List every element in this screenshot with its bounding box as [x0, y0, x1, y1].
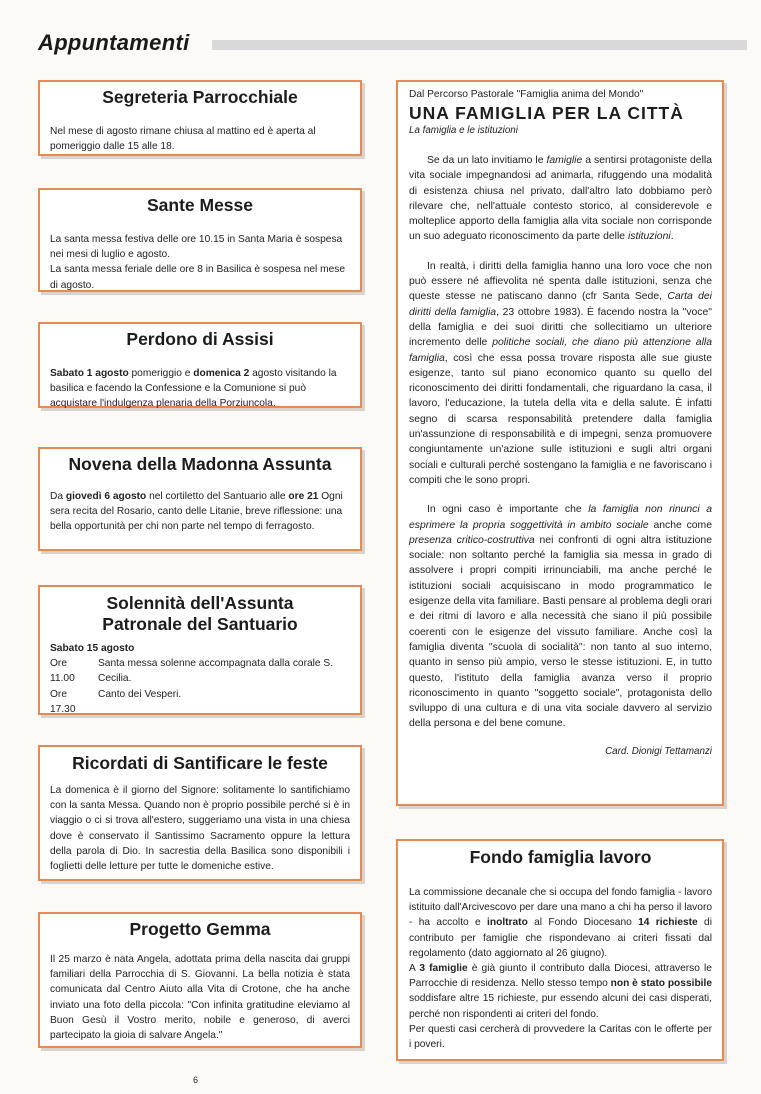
article-subtitle: La famiglia e le istituzioni [409, 125, 518, 136]
page-section-title: Appuntamenti [38, 30, 190, 55]
box-solennita-assunta [38, 585, 362, 715]
box-ricordati-santificare-feste [38, 745, 362, 881]
schedule-row: Ore 11.00 Santa messa solenne accompagnata dalla corale S. Cecilia. [50, 658, 334, 685]
box-text: Da giovedì 6 agosto nel cortiletto del Santuario alle ore 21 Ogni sera recita del Rosario, canto delle Litanie, breve riflessione: una bella opportunità per chi non parte nel tempo di ferragosto. [50, 491, 343, 533]
article-title: UNA FAMIGLIA PER LA CITTÀ [409, 103, 684, 123]
box-title: Segreteria Parrocchiale [102, 87, 298, 107]
page-number: 6 [193, 1075, 199, 1085]
box-text [50, 232, 350, 293]
box-novena-madonna-assunta [38, 447, 362, 551]
box-text: Il 25 marzo è nata Angela, adottata prima della nascita dai gruppi familiari della Parrocchia di S. Giovanni. La bella notizia è stata comunicata dal Centro Aiuto alla Vita di Crotone, che ha anche inviato una foto della piccola: "Con infinita gratitudine eleviamo al Buon Gesù il Vostro merito, nobile e generoso, di averci partecipato la gioia di salvare Angela." [50, 954, 350, 1042]
paragraph: La santa messa festiva delle ore 10.15 in Santa Maria è sospesa nei mesi di luglio e agosto. [50, 234, 343, 261]
box-title-line-2: Patronale del Santuario [102, 614, 298, 634]
schedule-row: Ore 17.30 Canto dei Vesperi. [50, 688, 182, 715]
box-fondo-famiglia-lavoro [396, 839, 724, 1061]
article-paragraph: In ogni caso è importante che la famiglia non rinunci a esprimere la propria soggettività in ambito sociale anche come presenza critico-costruttiva nei confronti di ogni altra istituzione sociale: non soltanto perché la famiglia sia messa in grado di assolvere i propri compiti irrinunciabili, ma anche perché le istituzioni sociali acquisiscano in modo programmatico le esigenze della vita familiare. Basti pensare al problema degli orari e dei ritmi di lavoro e alla necessità che siano il più possibile coerenti con le esigenze del vissuto familiare. Anche così la famiglia diventa "scuola di socialità": non tanto al suo interno, quanto in senso più ampio, verso le stesse istituzioni. E, in tutto questo, l'istituto della famiglia avanza verso il proprio riconoscimento in quanto "soggetto sociale", protagonista dello sviluppo di una cultura e di una vita sociale davvero al servizio della persona e del bene comune. [409, 504, 713, 730]
box-title: Sante Messe [146, 195, 254, 215]
box-title: Fondo famiglia lavoro [469, 847, 652, 867]
article-paragraph: In realtà, i diritti della famiglia hanno una loro voce che non può essere né affievolita né spenta dalle istituzioni, senza che queste stesse ne patiscano danno (cfr Santa Sede, Carta dei diritti della famiglia, 23 ottobre 1983). È facendo nostra la "voce" della famiglia e dei suoi diritti che sollecitiamo un ulteriore incremento delle politiche sociali, che diano più attenzione alla famiglia, così che essa possa trovare risposta alle sue giuste esigenze, tanto sul piano economico quanto su quello del riconoscimento dei diritti fondamentali, che riguardano la casa, il lavoro, l'educazione, la tutela della vita e della salute. È infatti segno di scarsa responsabilità pretendere dalla famiglia un'assunzione di responsabilità e di impegni, senza promuovere congiuntamente un'azione sulle istituzioni e sugli altri organi sociali e culturali perché sostengano la famiglia e ne favoriscano i compiti che le sono propri. [409, 260, 712, 486]
box-perdono-di-assisi [38, 322, 362, 408]
article-paragraph: Se da un lato invitiamo le famiglie a sentirsi protagoniste della vita sociale impegnandosi ad animarla, rifuggendo una modalità di esistenza chiusa nel privato, dall'altro lato dobbiamo però rilevare che, nell'attuale contesto storico, al considerevole e molteplice apporto della famiglia alla vita sociale non corrisponde un suo adeguato riconoscimento da parte delle istituzioni. [409, 155, 712, 243]
article-body [409, 153, 712, 732]
event-date: Sabato 15 agosto [50, 643, 135, 654]
box-text: La domenica è il giorno del Signore: solitamente lo santifichiamo con la santa Messa. Quando non è proprio possibile perché si è in viaggio o ci si trova all'estero, suggeriamo una vista in una chiesa dove è conservato il Santissimo Sacramento oppure la lettura della parola di Dio. In sacrestia della Basilica sono disponibili i foglietti delle letture per tutte le domeniche estive. [50, 785, 350, 873]
paragraph: La santa messa feriale delle ore 8 in Basilica è sospesa nel mese di agosto. [50, 264, 346, 291]
box-progetto-gemma [38, 912, 362, 1048]
box-text: Nel mese di agosto rimane chiusa al mattino ed è aperta al pomeriggio dalle 15 alle 18. [50, 126, 316, 153]
box-text: Sabato 1 agosto pomeriggio e domenica 2 agosto visitando la basilica e facendo la Confessione e la Comunione si può acquistare l'indulgenza plenaria della Porziuncola. [50, 368, 337, 410]
article-signature: Card. Dionigi Tettamanzi [605, 745, 712, 757]
header-divider-bar [212, 40, 747, 50]
box-text [50, 641, 350, 717]
box-segreteria-parrocchiale [38, 80, 362, 156]
article-famiglia-per-la-citta [396, 80, 724, 806]
box-text: La commissione decanale che si occupa del fondo famiglia - lavoro istituito dall'Arcivescovo per dare una mano a chi ha perso il lavoro - ha accolto e inoltrato al Fondo Diocesano 14 richieste di contributo per famiglie che rispondevano ai criteri fissati dal regolamento (dato aggiornato al 26 giugno). A 3 famiglie è già giunto il contributo dalla Diocesi, attraverso le Parrocchie di residenza. Nello stesso tempo non è stato possibile soddisfare altre 15 richieste, pur essendo alcuni dei casi disperati, perché non rispondenti ai criteri del fondo. Per questi casi cercherà di provvedere la Caritas con le offerte per i poveri. [409, 887, 712, 1051]
article-kicker: Dal Percorso Pastorale "Famiglia anima del Mondo" [409, 89, 644, 100]
box-title: Perdono di Assisi [126, 329, 274, 349]
box-title: Progetto Gemma [129, 919, 271, 939]
box-title: Novena della Madonna Assunta [68, 454, 332, 474]
box-sante-messe [38, 188, 362, 292]
box-title: Ricordati di Santificare le feste [72, 753, 328, 773]
box-title-line-1: Solennità dell'Assunta [106, 593, 294, 613]
